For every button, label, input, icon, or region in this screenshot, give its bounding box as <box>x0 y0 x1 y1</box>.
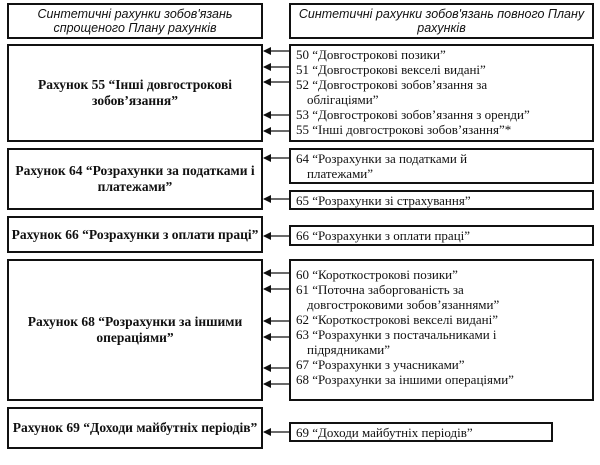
account-item: 65 “Розрахунки зі страхування” <box>296 193 471 208</box>
account-item: 66 “Розрахунки з оплати праці” <box>296 228 471 243</box>
left-header: Синтетичні рахунки зобов'язань спрощеного Плану рахунків <box>7 3 263 39</box>
account-item: 61 “Поточна заборгованість за <box>296 282 464 297</box>
account-66-box: Рахунок 66 “Розрахунки з оплати праці” <box>7 216 263 253</box>
account-item: платежами” <box>307 166 374 181</box>
account-item: 69 “Доходи майбутніх періодів” <box>296 425 473 440</box>
account-item: 51 “Довгострокові векселі видані” <box>296 62 486 77</box>
account-68-box: Рахунок 68 “Розрахунки за іншими операціями” <box>7 259 263 401</box>
account-item: 53 “Довгострокові зобов’язання з оренди” <box>296 107 530 122</box>
account-item: 55 “Інші довгострокові зобов’язання”* <box>296 122 512 137</box>
account-item: довгостроковими зобов’язаннями” <box>307 297 500 312</box>
account-item: 63 “Розрахунки з постачальниками і <box>296 327 497 342</box>
account-item: 62 “Короткострокові векселі видані” <box>296 312 498 327</box>
account-69-box: Рахунок 69 “Доходи майбутніх періодів” <box>7 407 263 449</box>
account-item: 60 “Короткострокові позики” <box>296 267 458 282</box>
account-item: 67 “Розрахунки з учасниками” <box>296 357 465 372</box>
account-item: облігаціями” <box>307 92 379 107</box>
account-64-box: Рахунок 64 “Розрахунки за податками і платежами” <box>7 148 263 210</box>
account-item: 52 “Довгострокові зобов’язання за <box>296 77 488 92</box>
account-item: 50 “Довгострокові позики” <box>296 47 446 62</box>
account-item: 68 “Розрахунки за іншими операціями” <box>296 372 514 387</box>
account-item: підрядниками” <box>307 342 391 357</box>
account-55-box: Рахунок 55 “Інші довгострокові зобов’язання” <box>7 44 263 142</box>
right-header: Синтетичні рахунки зобов'язань повного Плану рахунків <box>289 3 594 39</box>
account-item: 64 “Розрахунки за податками й <box>296 151 468 166</box>
